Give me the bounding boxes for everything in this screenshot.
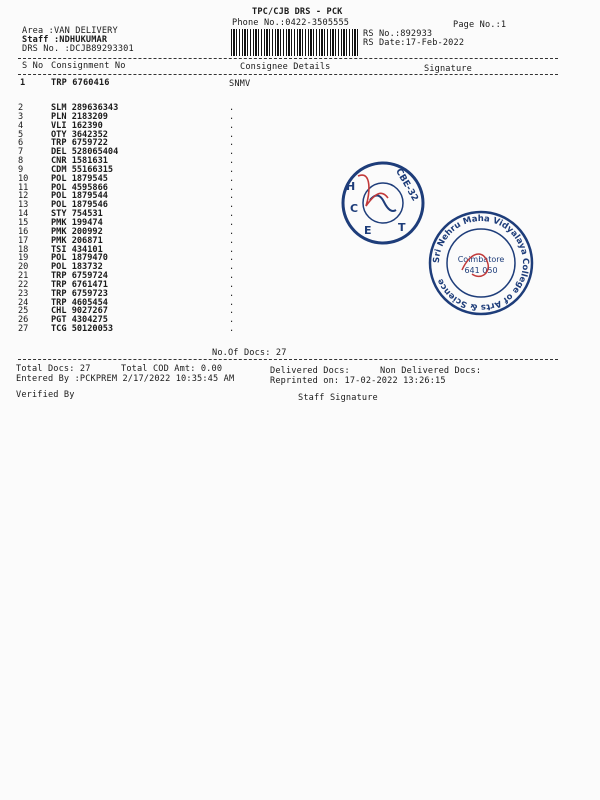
row-consignment: PLN 2183209: [51, 111, 108, 122]
row-consignee-marker: .: [229, 324, 235, 335]
row-consignment: POL 1879470: [51, 253, 108, 264]
row-sno: 16: [18, 226, 29, 237]
svg-text:C: C: [350, 202, 359, 215]
total-cod: Total COD Amt: 0.00: [121, 364, 223, 374]
row-consignment: PMK 206871: [51, 235, 103, 246]
row-sno: 23: [18, 288, 29, 299]
page-number: Page No.:1: [453, 20, 507, 30]
row-consignee-marker: .: [229, 120, 235, 131]
row-consignment: POL 1879546: [51, 200, 108, 211]
row-sno: 10: [18, 173, 29, 184]
row-sno: 15: [18, 217, 29, 228]
row-consignee-marker: .: [229, 315, 235, 326]
total-docs: Total Docs: 27: [16, 364, 91, 374]
row-sno: 4: [18, 120, 24, 131]
header-rule-top: [18, 58, 558, 59]
row-sno: 7: [18, 147, 24, 158]
row-consignee-marker: .: [229, 200, 235, 211]
signature-mark: [352, 168, 392, 218]
college-stamp-ring-text: Sri Nehru Maha Vidyalaya College of Arts & Science: [431, 213, 531, 313]
row-consignee-marker: .: [229, 244, 235, 255]
row-consignment: VLI 162390: [51, 120, 103, 131]
row-consignment: CHL 9027267: [51, 306, 108, 317]
delivered-docs: Delivered Docs:: [270, 366, 350, 376]
row-consignment: PGT 4304275: [51, 315, 108, 326]
row-consignment: POL 4595866: [51, 182, 108, 193]
row-consignee-marker: .: [229, 262, 235, 273]
row-consignee-marker: .: [229, 111, 235, 122]
row-sno: 17: [18, 235, 29, 246]
row-consignee-marker: .: [229, 164, 235, 175]
row-consignee-marker: .: [229, 147, 235, 158]
col-consignee: Consignee Details: [240, 62, 331, 72]
college-stamp: [426, 208, 536, 318]
row-consignment: PMK 199474: [51, 217, 103, 228]
row-consignment: SLM 289636343: [51, 103, 119, 113]
row-consignee-marker: .: [229, 226, 235, 237]
row-consignee-marker: .: [229, 191, 235, 202]
row-sno: 13: [18, 200, 29, 211]
row-sno: 2: [18, 103, 24, 113]
row-consignment: TRP 6761471: [51, 279, 108, 290]
row-consignee-marker: .: [229, 279, 235, 290]
row-consignee-marker: .: [229, 138, 235, 149]
row-consignee-marker: .: [229, 297, 235, 308]
phone-number: Phone No.:0422-3505555: [232, 18, 350, 28]
college-stamp-pin: 641 050: [464, 266, 498, 275]
row-consignee-marker: .: [229, 306, 235, 317]
row-consignment: STY 754531: [51, 209, 103, 220]
row-sno: 11: [18, 182, 29, 193]
row-sno: 26: [18, 315, 29, 326]
staff-label: Staff :NDHUKUMAR: [22, 35, 108, 45]
row-sno: 22: [18, 279, 29, 290]
row-consignment: POL 1879544: [51, 191, 108, 202]
row-consignee-marker: .: [229, 156, 235, 167]
row-consignment: TRP 6759723: [51, 288, 108, 299]
row-consignment: TRP 4605454: [51, 297, 108, 308]
row-consignment: TRP 6759722: [51, 138, 108, 149]
row-1-consignee: SNMV: [229, 79, 251, 89]
row-consignee-marker: .: [229, 271, 235, 282]
row-sno: 20: [18, 262, 29, 273]
row-consignment: OTY 3642352: [51, 129, 108, 140]
barcode: [231, 29, 359, 56]
row-consignee-marker: .: [229, 209, 235, 220]
row-sno: 9: [18, 164, 24, 175]
row-consignee-marker: .: [229, 182, 235, 193]
row-consignment: TCG 50120053: [51, 324, 114, 335]
row-consignee-marker: .: [229, 235, 235, 246]
staff-signature: Staff Signature: [298, 393, 378, 403]
row-1-sno: 1: [20, 78, 26, 88]
row-consignee-marker: .: [229, 288, 235, 299]
header-rule-bottom: [18, 74, 558, 75]
row-sno: 8: [18, 156, 24, 167]
drs-number: DRS No. :DCJB89293301: [22, 44, 134, 54]
row-sno: 27: [18, 324, 29, 335]
row-sno: 18: [18, 244, 29, 255]
row-consignee-marker: .: [229, 253, 235, 264]
non-delivered-docs: Non Delivered Docs:: [380, 366, 482, 376]
row-consignment: CDM 55166315: [51, 164, 114, 175]
area-label: Area :VAN DELIVERY: [22, 26, 118, 36]
document-title: TPC/CJB DRS - PCK: [252, 7, 343, 17]
col-sno: S No: [22, 61, 44, 71]
row-consignee-marker: .: [229, 103, 235, 113]
row-consignment: PMK 200992: [51, 226, 103, 237]
row-consignment: TRP 6759724: [51, 271, 108, 282]
row-sno: 6: [18, 138, 24, 149]
row-sno: 12: [18, 191, 29, 202]
row-consignee-marker: .: [229, 129, 235, 140]
row-consignee-marker: .: [229, 173, 235, 184]
footer-rule: [18, 359, 558, 360]
row-consignment: CNR 1581631: [51, 156, 108, 167]
svg-text:H: H: [346, 180, 356, 193]
row-sno: 5: [18, 129, 24, 140]
row-sno: 14: [18, 209, 29, 220]
table-row: [18, 325, 239, 334]
college-stamp-city: Coimbatore: [457, 255, 505, 264]
entered-by: Entered By :PCKPREM 2/17/2022 10:35:45 AM: [16, 374, 235, 384]
row-consignment: POL 1879545: [51, 173, 108, 184]
svg-text:T: T: [398, 221, 406, 234]
row-sno: 25: [18, 306, 29, 317]
rs-number: RS No.:892933: [363, 29, 433, 39]
rs-date: RS Date:17-Feb-2022: [363, 38, 465, 48]
row-consignment: TSI 434101: [51, 244, 103, 255]
row-consignment: POL 183732: [51, 262, 103, 273]
row-sno: 3: [18, 111, 24, 122]
consignment-table: [18, 104, 239, 334]
row-1-consignment: TRP 6760416: [51, 78, 110, 88]
svg-text:E: E: [364, 224, 372, 237]
reprinted-on: Reprinted on: 17-02-2022 13:26:15: [270, 376, 446, 386]
verified-by: Verified By: [16, 390, 75, 400]
col-consignment: Consignment No: [51, 61, 126, 71]
no-of-docs: No.Of Docs: 27: [212, 348, 287, 358]
row-sno: 19: [18, 253, 29, 264]
row-sno: 21: [18, 271, 29, 282]
row-sno: 24: [18, 297, 29, 308]
col-signature: Signature: [424, 64, 472, 74]
row-consignment: DEL 528065404: [51, 147, 119, 158]
svg-text:CBE-32: CBE-32: [393, 167, 420, 204]
row-consignee-marker: .: [229, 217, 235, 228]
